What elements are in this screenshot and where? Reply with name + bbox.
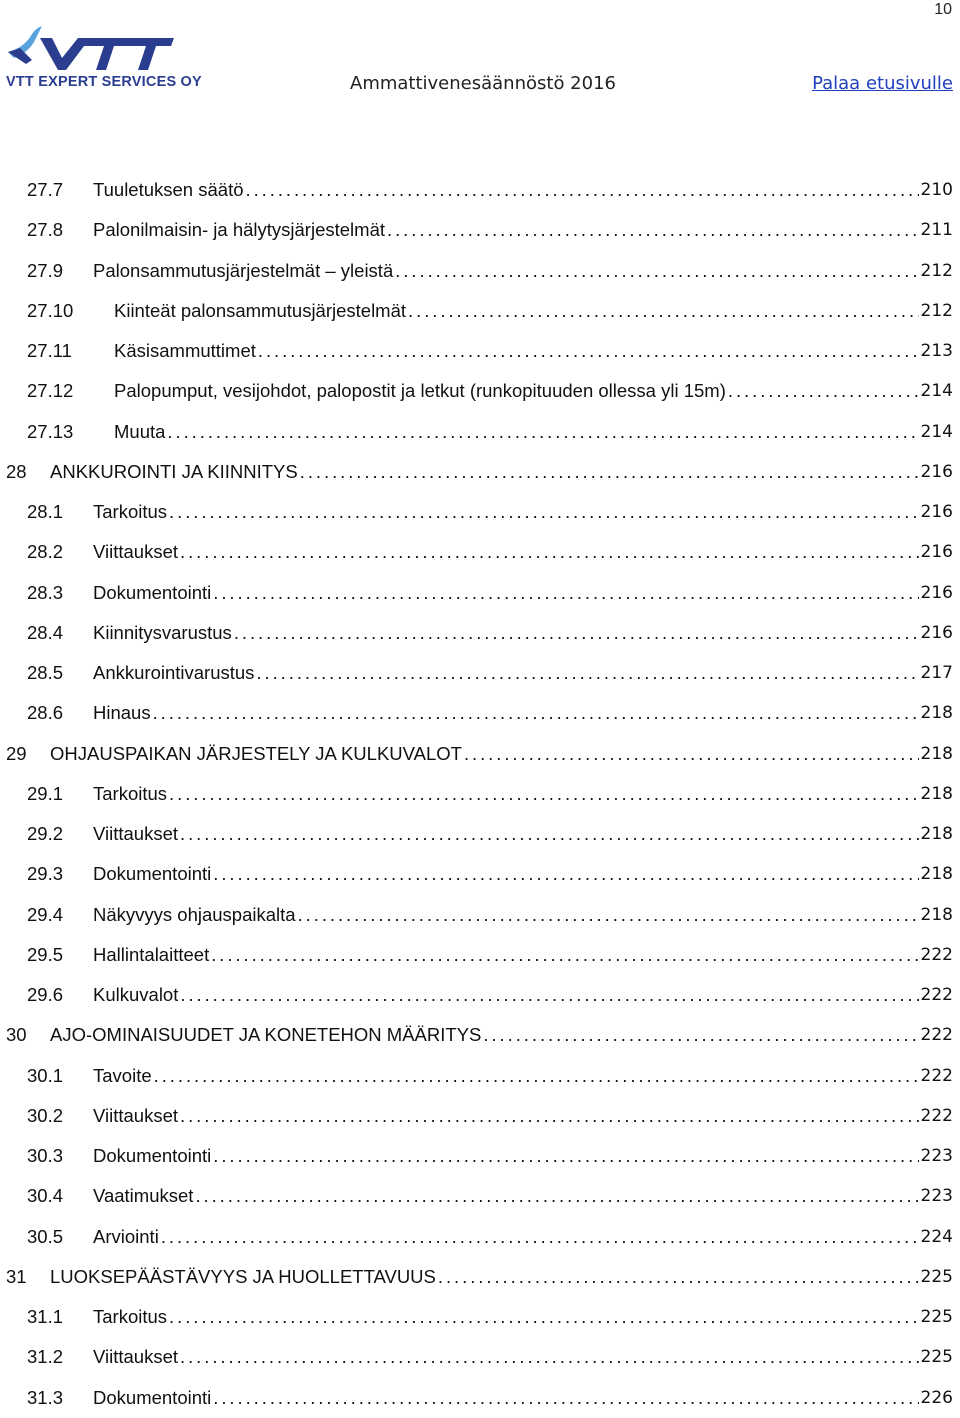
toc-entry-title: Viittaukset	[93, 541, 179, 563]
toc-entry-number: 28.1	[27, 501, 64, 522]
toc-entry-title: Tarkoitus	[93, 501, 168, 522]
toc-dot-leader	[213, 582, 918, 604]
toc-entry[interactable]	[0, 251, 953, 291]
toc-entry-title: Viittaukset	[93, 823, 179, 844]
toc-entry-title: Tarkoitus	[93, 782, 168, 804]
toc-entry[interactable]	[0, 1257, 953, 1297]
toc-entry-title: Viittaukset	[93, 1104, 179, 1126]
toc-entry-number: 31.3	[27, 1386, 64, 1408]
toc-entry[interactable]	[0, 1096, 953, 1136]
toc-entry-title: Dokumentointi	[93, 1145, 212, 1166]
toc-entry-number: 27.7	[27, 179, 64, 200]
toc-entry[interactable]	[0, 452, 953, 492]
toc-dot-leader	[153, 702, 919, 724]
toc-entry-number: 29.6	[27, 984, 64, 1005]
vtt-logo	[6, 18, 202, 94]
toc-entry[interactable]	[0, 935, 953, 975]
toc-entry-page: 216	[920, 502, 953, 522]
toc-entry-page: 223	[920, 1146, 953, 1166]
toc-entry-number: 31.1	[27, 1306, 64, 1327]
toc-entry-title: Viittaukset	[93, 1346, 179, 1368]
toc-entry[interactable]	[0, 774, 953, 814]
toc-dot-leader	[234, 622, 919, 644]
toc-entry-page: 212	[920, 260, 953, 281]
toc-entry-number: 28.5	[27, 662, 64, 683]
toc-entry-number: 27.9	[27, 259, 64, 281]
toc-entry[interactable]	[0, 854, 953, 894]
toc-entry-title: Käsisammuttimet	[114, 340, 256, 361]
page-number: 10	[934, 1, 952, 18]
toc-entry-number: 29.5	[27, 943, 64, 965]
toc-entry-number: 30.4	[27, 1185, 64, 1207]
toc-entry[interactable]	[0, 371, 953, 411]
toc-entry-title: LUOKSEPÄÄSTÄVYYS JA HUOLLETTAVUUS	[50, 1265, 436, 1287]
toc-entry-title: Dokumentointi	[93, 581, 212, 603]
toc-entry-number: 29.1	[27, 782, 64, 804]
toc-entry-number: 29.3	[27, 863, 64, 885]
toc-entry-number: 31.2	[27, 1346, 64, 1368]
toc-entry[interactable]	[0, 1297, 953, 1337]
toc-dot-leader	[300, 461, 919, 483]
toc-entry-page: 222	[920, 1105, 953, 1126]
document-title: Ammattivenesäännöstö 2016	[350, 73, 616, 94]
toc-entry[interactable]	[0, 693, 953, 733]
toc-entry-title: Tuuletuksen säätö	[93, 179, 244, 200]
toc-entry[interactable]	[0, 1217, 953, 1257]
toc-dot-leader	[195, 1185, 918, 1207]
toc-entry-number: 30.5	[27, 1225, 64, 1247]
toc-entry-number: 27.8	[27, 219, 64, 241]
toc-entry-page: 214	[920, 381, 953, 402]
toc-dot-leader	[180, 1105, 919, 1127]
toc-entry-page: 212	[920, 300, 953, 321]
toc-entry-number: 28	[6, 460, 27, 482]
toc-entry-number: 30.1	[27, 1064, 64, 1086]
toc-entry-page: 225	[920, 1266, 953, 1287]
toc-dot-leader	[180, 984, 918, 1006]
toc-entry-page: 216	[920, 622, 953, 643]
toc-entry-page: 216	[920, 582, 953, 603]
toc-entry-page: 218	[920, 783, 953, 804]
toc-entry[interactable]	[0, 734, 953, 774]
toc-entry-page: 217	[920, 663, 953, 683]
toc-entry-title: ANKKUROINTI JA KIINNITYS	[50, 460, 298, 482]
toc-entry-page: 226	[920, 1387, 953, 1408]
toc-entry-number: 28.2	[27, 541, 64, 563]
toc-entry-page: 218	[920, 904, 953, 925]
toc-entry-number: 29.4	[27, 903, 64, 925]
toc-entry-title: Dokumentointi	[93, 1386, 212, 1408]
toc-entry[interactable]	[0, 412, 953, 452]
toc-entry-number: 30.3	[27, 1145, 64, 1166]
toc-entry-page: 210	[920, 180, 953, 200]
toc-entry-title: Kiinteät palonsammutusjärjestelmät	[114, 299, 407, 321]
toc-dot-leader	[154, 1065, 919, 1087]
toc-entry[interactable]	[0, 210, 953, 250]
toc-entry-page: 223	[920, 1186, 953, 1207]
toc-entry-page: 225	[920, 1307, 953, 1327]
toc-dot-leader	[213, 863, 918, 885]
toc-dot-leader	[387, 219, 919, 241]
toc-entry-title: Palonsammutusjärjestelmät – yleistä	[93, 259, 394, 281]
toc-entry-title: Kulkuvalot	[93, 984, 179, 1005]
toc-entry[interactable]	[0, 613, 953, 653]
toc-entry-page: 225	[920, 1347, 953, 1368]
toc-entry-number: 27.11	[27, 340, 72, 361]
toc-entry-title: Kiinnitysvarustus	[93, 621, 232, 643]
toc-dot-leader	[464, 743, 919, 765]
vtt-logo-mark	[6, 18, 188, 74]
logo-company-text: VTT EXPERT SERVICES OY	[6, 74, 202, 90]
toc-dot-leader	[483, 1024, 918, 1046]
toc-dot-leader	[180, 823, 919, 845]
toc-entry-number: 29.2	[27, 823, 64, 844]
toc-entry-number: 30	[6, 1024, 27, 1046]
toc-dot-leader	[211, 944, 918, 966]
toc-entry[interactable]	[0, 170, 953, 210]
toc-entry-title: Hinaus	[93, 702, 151, 724]
toc-entry-page: 218	[920, 743, 953, 764]
toc-entry[interactable]	[0, 1136, 953, 1176]
toc-entry[interactable]	[0, 573, 953, 613]
toc-entry-page: 222	[920, 1065, 953, 1086]
toc-entry-title: AJO-OMINAISUUDET JA KONETEHON MÄÄRITYS	[50, 1024, 482, 1046]
toc-entry-title: Muuta	[114, 420, 166, 442]
toc-entry-page: 214	[920, 421, 953, 442]
toc-entry[interactable]	[0, 492, 953, 532]
toc-entry-page: 211	[920, 220, 953, 241]
toc-dot-leader	[180, 1346, 919, 1368]
toc-entry-title: Palopumput, vesijohdot, palopostit ja letkut (runkopituuden ollessa yli 15m)	[114, 380, 726, 402]
toc-entry-number: 27.10	[27, 299, 74, 321]
toc-entry-title: Dokumentointi	[93, 863, 212, 885]
toc-dot-leader	[213, 1387, 918, 1409]
toc-entry-title: Tarkoitus	[93, 1306, 168, 1327]
toc-entry-number: 27.13	[27, 420, 74, 442]
toc-entry-title: Arviointi	[93, 1225, 159, 1247]
toc-entry[interactable]	[0, 653, 953, 693]
toc-entry-title: Vaatimukset	[93, 1185, 194, 1207]
toc-entry[interactable]	[0, 1337, 953, 1377]
toc-entry-title: Palonilmaisin- ja hälytysjärjestelmät	[93, 219, 385, 241]
toc-dot-leader	[246, 179, 919, 201]
toc-dot-leader	[395, 260, 918, 282]
toc-entry-number: 28.3	[27, 581, 64, 603]
toc-dot-leader	[438, 1266, 919, 1288]
toc-entry[interactable]	[0, 1015, 953, 1055]
toc-entry-number: 27.12	[27, 380, 74, 402]
home-link[interactable]: Palaa etusivulle	[812, 73, 953, 94]
toc-entry-title: Ankkurointivarustus	[93, 662, 255, 683]
toc-entry-title: Tavoite	[93, 1064, 152, 1086]
toc-entry-page: 216	[920, 542, 953, 563]
toc-dot-leader	[408, 300, 919, 322]
toc-entry-title: Näkyvyys ohjauspaikalta	[93, 903, 296, 925]
toc-entry[interactable]	[0, 331, 953, 371]
toc-dot-leader	[728, 380, 919, 402]
toc-entry-number: 31	[6, 1265, 27, 1287]
toc-dot-leader	[180, 541, 919, 563]
toc-entry-page: 222	[920, 1025, 953, 1046]
toc-entry-page: 213	[920, 341, 953, 361]
toc-entry-page: 218	[920, 824, 953, 844]
toc-dot-leader	[169, 501, 919, 523]
toc-dot-leader	[161, 1226, 919, 1248]
toc-entry[interactable]	[0, 291, 953, 331]
toc-entry[interactable]	[0, 895, 953, 935]
toc-entry-page: 224	[920, 1226, 953, 1247]
toc-dot-leader	[169, 783, 919, 805]
toc-entry-page: 218	[920, 703, 953, 724]
toc-dot-leader	[258, 340, 919, 362]
toc-entry-number: 29	[6, 742, 27, 764]
toc-entry-page: 218	[920, 864, 953, 885]
toc-dot-leader	[167, 421, 918, 443]
toc-dot-leader	[298, 904, 919, 926]
toc-entry-page: 216	[920, 461, 953, 482]
toc-entry-page: 222	[920, 985, 953, 1005]
toc-entry[interactable]	[0, 975, 953, 1015]
toc-entry[interactable]	[0, 814, 953, 854]
toc-entry[interactable]	[0, 1056, 953, 1096]
toc-dot-leader	[213, 1145, 918, 1167]
toc-entry-title: OHJAUSPAIKAN JÄRJESTELY JA KULKUVALOT	[50, 742, 462, 764]
toc-entry[interactable]	[0, 1378, 953, 1418]
toc-entry-number: 28.4	[27, 621, 64, 643]
toc-entry[interactable]	[0, 1176, 953, 1216]
toc-entry-page: 222	[920, 944, 953, 965]
toc-dot-leader	[169, 1306, 919, 1328]
toc-entry-number: 28.6	[27, 702, 64, 724]
toc-entry-number: 30.2	[27, 1104, 64, 1126]
toc-dot-leader	[256, 662, 918, 684]
toc-entry[interactable]	[0, 532, 953, 572]
toc-entry-title: Hallintalaitteet	[93, 943, 210, 965]
